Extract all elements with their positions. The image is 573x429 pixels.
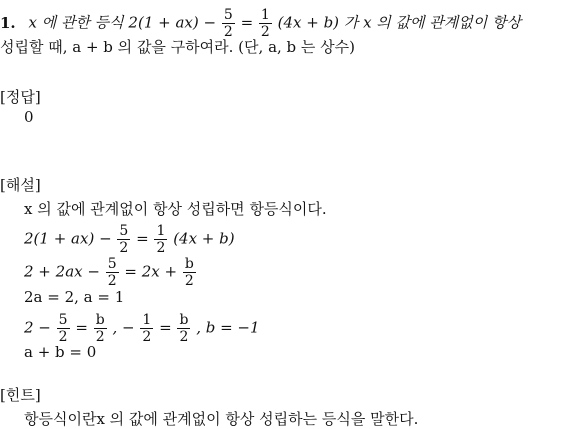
solution-intro: x 의 값에 관계없이 항상 성립하면 항등식이다. [24, 200, 327, 218]
fraction-numerator: 1 [260, 7, 270, 23]
solution-heading: [해설] [0, 176, 41, 194]
fraction-numerator: 5 [107, 256, 117, 272]
question-equals: = [240, 13, 254, 32]
fraction-denominator: 2 [95, 329, 105, 345]
hint-heading: [힌트] [0, 386, 41, 404]
fraction [140, 313, 153, 344]
step-text: 2 + 2ax − [24, 262, 100, 281]
question-line-2: 성립할 때, a + b 의 값을 구하여라. (단, a, b 는 상수) [0, 38, 356, 56]
step-text: = [159, 318, 172, 337]
fraction-numerator: b [179, 312, 189, 328]
solution-step-2 [24, 257, 197, 288]
solution-step-5: a + b = 0 [24, 343, 97, 361]
fraction-denominator: 2 [58, 329, 68, 345]
fraction-numerator: 1 [142, 312, 152, 328]
fraction [117, 224, 130, 255]
answer-heading: [정답] [0, 88, 41, 106]
fraction-five-halves [222, 8, 235, 39]
fraction-numerator: b [95, 312, 105, 328]
fraction [183, 257, 196, 288]
solution-step-4 [24, 313, 260, 344]
question-number: 1. [0, 13, 16, 32]
question-text-part-1: x 에 관한 등식 2(1 + ax) − [28, 13, 217, 32]
step-text: (4x + b) [173, 229, 235, 248]
fraction-numerator: 5 [223, 7, 233, 23]
solution-step-1 [24, 224, 235, 255]
step-text: = [136, 229, 149, 248]
fraction-numerator: 5 [119, 223, 129, 239]
step-text: , b = −1 [196, 318, 260, 337]
fraction-denominator: 2 [184, 273, 194, 289]
answer-value: 0 [24, 108, 34, 126]
fraction [94, 313, 107, 344]
solution-step-3: 2a = 2, a = 1 [24, 288, 125, 306]
fraction-denominator: 2 [260, 24, 270, 40]
fraction-denominator: 2 [142, 329, 152, 345]
step-text: = 2x + [124, 262, 178, 281]
fraction-one-half [259, 8, 272, 39]
hint-text: 항등식이란x 의 값에 관계없이 항상 성립하는 등식을 말한다. [24, 410, 419, 428]
fraction [177, 313, 190, 344]
fraction-denominator: 2 [107, 273, 117, 289]
fraction [57, 313, 70, 344]
fraction-numerator: 1 [156, 223, 166, 239]
fraction [154, 224, 167, 255]
fraction-numerator: b [184, 256, 194, 272]
fraction [106, 257, 119, 288]
step-text: 2 − [24, 318, 51, 337]
question-line-1 [0, 8, 521, 39]
fraction-denominator: 2 [119, 240, 129, 256]
fraction-denominator: 2 [156, 240, 166, 256]
step-text: 2(1 + ax) − [24, 229, 112, 248]
step-text: = [75, 318, 88, 337]
fraction-numerator: 5 [58, 312, 68, 328]
step-text: , − [112, 318, 135, 337]
question-text-part-2: (4x + b) 가 x 의 값에 관계없이 항상 [277, 13, 522, 32]
fraction-denominator: 2 [179, 329, 189, 345]
fraction-denominator: 2 [223, 24, 233, 40]
